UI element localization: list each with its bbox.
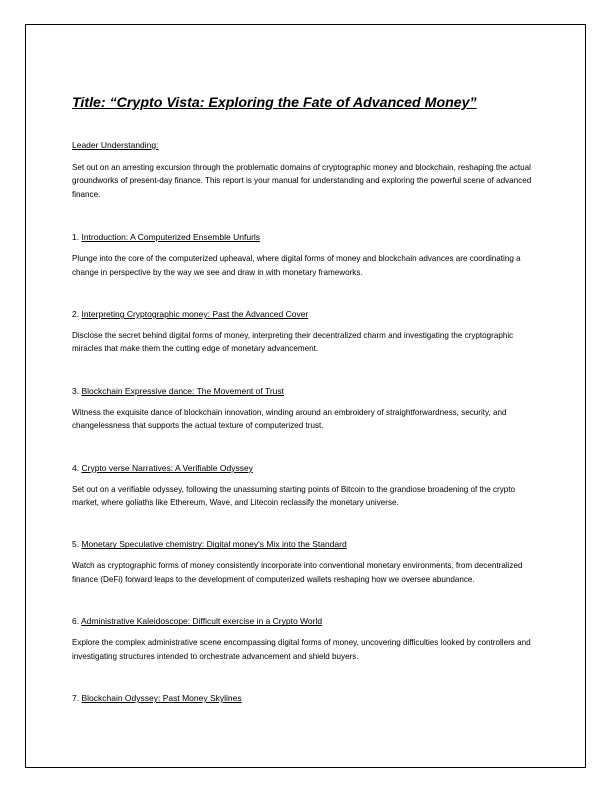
- leader-heading: Leader Understanding:: [72, 140, 159, 150]
- section-paragraph: Set out on a verifiable odyssey, following the unassuming starting points of Bitcoin to the grandiose broadening of the crypto market, where goliaths like Ethereum, Wave, and Litecoin reclassify the monetary universe.: [72, 484, 516, 508]
- section-title: Interpreting Cryptographic money: Past the Advanced Cover: [81, 309, 309, 320]
- section-paragraph: Disclose the secret behind digital forms of money, interpreting their decentralized charm and investigating the cryptographic miracles that make them the cutting edge of monetary advancement.: [72, 331, 514, 354]
- section-4: [72, 462, 544, 510]
- section-title: Blockchain Odyssey: Past Money Skylines: [81, 693, 242, 704]
- section-number: 1.: [72, 232, 80, 243]
- document-body: [72, 94, 544, 733]
- section-title: Introduction: A Computerized Ensemble Unfurls: [81, 232, 261, 243]
- section-3: [72, 385, 544, 433]
- section-title: Blockchain Expressive dance: The Movement of Trust: [81, 385, 284, 396]
- section-number: 2.: [72, 309, 80, 320]
- section-heading: [72, 462, 544, 474]
- section-paragraph: Plunge into the core of the computerized upheaval, where digital forms of money and blockchain advances are coordinating a change in perspective by the way we see and draw in with monetary frameworks.: [72, 254, 521, 277]
- section-number: 3.: [72, 385, 80, 396]
- section-heading: [72, 615, 544, 627]
- section-1: [72, 231, 544, 279]
- section-heading: [72, 385, 544, 397]
- section-paragraph: Explore the complex administrative scene encompassing digital forms of money, uncovering difficulties looked by controllers and investigating structures intended to orchestrate advancement and shield buyers.: [72, 638, 531, 661]
- section-paragraph: Watch as cryptographic forms of money consistently incorporate into conventional monetary environments, from decentralized finance (DeFi) forward leaps to the development of computerized wallets reshaping how we oversee abundance.: [72, 561, 523, 584]
- section-title: Administrative Kaleidoscope: Difficult exercise in a Crypto World: [81, 616, 323, 627]
- section-number: 5.: [72, 539, 80, 550]
- document-title: Title: “Crypto Vista: Exploring the Fate of Advanced Money”: [72, 95, 477, 111]
- section-heading: [72, 538, 544, 550]
- section-heading: [72, 231, 544, 243]
- section-heading: [72, 692, 544, 704]
- section-number: 4.: [72, 462, 80, 473]
- leader-paragraph: Set out on an arresting excursion through the problematic domains of cryptographic money and blockchain, reshaping the actual groundworks of present-day finance. This report is your manual for understanding and exploring the powerful scene of advanced finance.: [72, 163, 532, 199]
- section-6: [72, 615, 544, 663]
- section-2: [72, 308, 544, 356]
- section-5: [72, 538, 544, 586]
- section-title: Monetary Speculative chemistry: Digital money's Mix into the Standard: [81, 539, 347, 550]
- section-number: 7.: [72, 693, 80, 704]
- section-heading: [72, 308, 544, 320]
- section-paragraph: Witness the exquisite dance of blockchain innovation, winding around an embroidery of straightforwardness, security, and changelessness that supports the actual texture of computerized trust.: [72, 407, 507, 431]
- section-title: Crypto verse Narratives: A Verifiable Odyssey: [81, 462, 253, 473]
- section-7: [72, 692, 544, 704]
- section-number: 6.: [72, 616, 80, 627]
